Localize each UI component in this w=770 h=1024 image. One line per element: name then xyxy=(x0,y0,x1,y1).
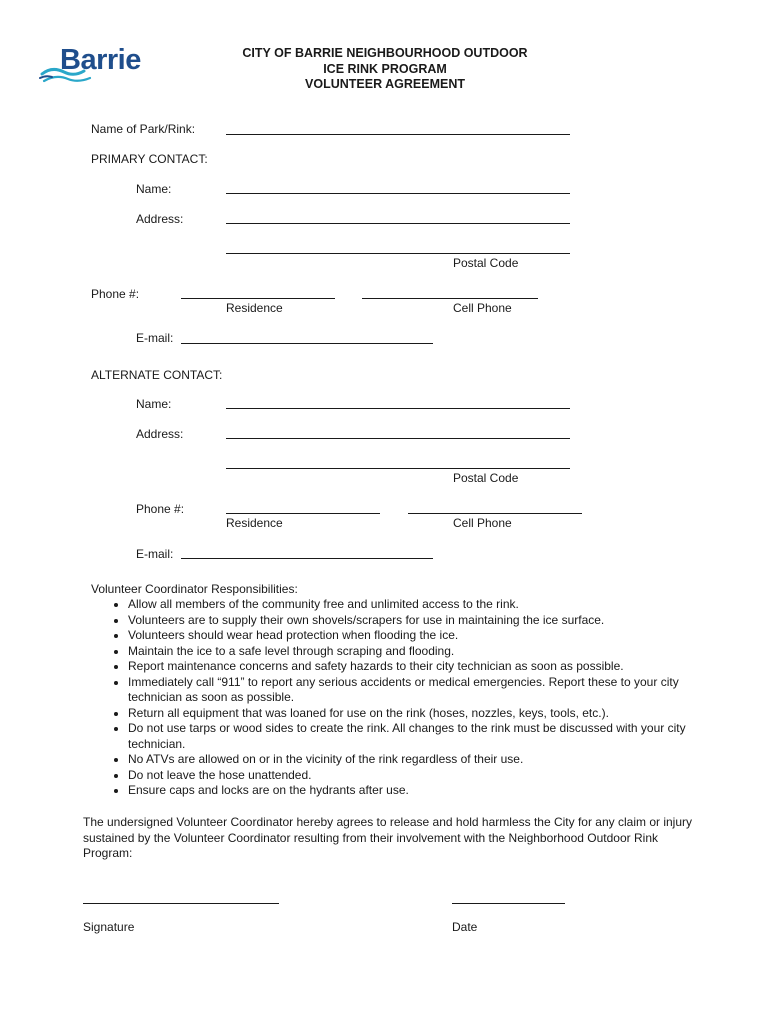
alternate-cell-phone-label: Cell Phone xyxy=(453,516,512,530)
alternate-residence-phone-field[interactable] xyxy=(226,513,380,514)
responsibility-item: • Do not leave the hose unattended. xyxy=(128,768,718,784)
document-title-line1: CITY OF BARRIE NEIGHBOURHOOD OUTDOOR xyxy=(242,46,528,60)
primary-name-field[interactable] xyxy=(226,193,570,194)
alternate-address-label: Address: xyxy=(136,427,184,441)
date-label: Date xyxy=(452,920,478,934)
responsibility-item: • Immediately call “911” to report any serious accidents or medical emergencies. Report these to your city technician as soon as possible. xyxy=(128,675,718,706)
primary-email-field[interactable] xyxy=(181,343,433,344)
primary-cell-phone-field[interactable] xyxy=(362,298,538,299)
responsibilities-heading: Volunteer Coordinator Responsibilities: xyxy=(91,582,298,596)
responsibility-item: • Ensure caps and locks are on the hydrants after use. xyxy=(128,783,718,799)
agreement-paragraph: The undersigned Volunteer Coordinator hereby agrees to release and hold harmless the City for any claim or injury sustained by the Volunteer Coordinator resulting from their involvement with the Neighborhood Outdoor Rink Program: xyxy=(83,815,692,860)
primary-contact-heading: PRIMARY CONTACT: xyxy=(91,152,208,166)
primary-name-label: Name: xyxy=(136,182,172,196)
alternate-email-label: E-mail: xyxy=(136,547,174,561)
park-name-field[interactable] xyxy=(226,134,570,135)
alternate-address-field-1[interactable] xyxy=(226,438,570,439)
alternate-cell-phone-field[interactable] xyxy=(408,513,582,514)
primary-email-label: E-mail: xyxy=(136,331,174,345)
document-title-line3: VOLUNTEER AGREEMENT xyxy=(305,77,465,91)
responsibility-item: • Report maintenance concerns and safety hazards to their city technician as soon as possible. xyxy=(128,659,718,675)
primary-residence-phone-field[interactable] xyxy=(181,298,335,299)
logo-wordmark: Barrie xyxy=(60,44,141,76)
responsibility-item: • Do not use tarps or wood sides to create the rink. All changes to the rink must be discussed with your city technician. xyxy=(128,721,718,752)
responsibility-item: • Return all equipment that was loaned for use on the rink (hoses, nozzles, keys, tools, etc.). xyxy=(128,706,718,722)
primary-postal-code-label: Postal Code xyxy=(453,256,519,270)
primary-phone-label: Phone #: xyxy=(91,287,140,301)
alternate-name-label: Name: xyxy=(136,397,172,411)
signature-label: Signature xyxy=(83,920,135,934)
primary-address-field-1[interactable] xyxy=(226,223,570,224)
document-title-line2: ICE RINK PROGRAM xyxy=(323,62,447,76)
responsibility-item: • Volunteers should wear head protection when flooding the ice. xyxy=(128,628,718,644)
signature-field[interactable] xyxy=(83,903,279,904)
alternate-residence-label: Residence xyxy=(226,516,283,530)
primary-residence-label: Residence xyxy=(226,301,283,315)
date-field[interactable] xyxy=(452,903,565,904)
park-name-label: Name of Park/Rink: xyxy=(91,122,196,136)
alternate-phone-label: Phone #: xyxy=(136,502,185,516)
alternate-postal-code-label: Postal Code xyxy=(453,471,519,485)
responsibility-item: • Volunteers are to supply their own shovels/scrapers for use in maintaining the ice surface. xyxy=(128,613,718,629)
responsibility-item: • Maintain the ice to a safe level through scraping and flooding. xyxy=(128,644,718,660)
primary-address-field-2[interactable] xyxy=(226,253,570,254)
primary-cell-phone-label: Cell Phone xyxy=(453,301,512,315)
responsibility-item: • Allow all members of the community free and unlimited access to the rink. xyxy=(128,597,718,613)
primary-address-label: Address: xyxy=(136,212,184,226)
responsibility-item: • No ATVs are allowed on or in the vicinity of the rink regardless of their use. xyxy=(128,752,718,768)
alternate-contact-heading: ALTERNATE CONTACT: xyxy=(91,368,223,382)
alternate-address-field-2[interactable] xyxy=(226,468,570,469)
alternate-email-field[interactable] xyxy=(181,558,433,559)
alternate-name-field[interactable] xyxy=(226,408,570,409)
barrie-logo xyxy=(38,44,158,90)
responsibilities-list xyxy=(108,597,718,799)
